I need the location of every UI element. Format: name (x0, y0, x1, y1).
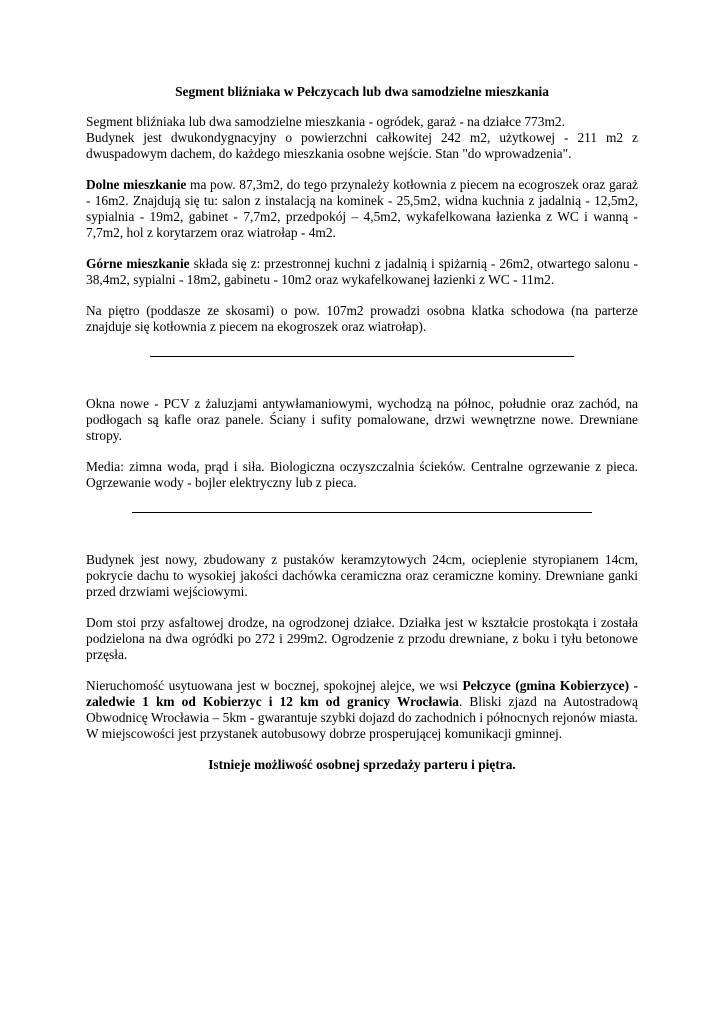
intro-line-1: Segment bliźniaka lub dwa samodzielne mieszkania - ogródek, garaż - na działce 773m2. (86, 114, 565, 129)
upper-apartment-label: Górne mieszkanie (86, 256, 190, 271)
lower-apartment-paragraph (86, 177, 638, 241)
floor-paragraph: Na piętro (poddasze ze skosami) o pow. 107m2 prowadzi osobna klatka schodowa (na parterze znajduje się kotłownia z piecem na ekogroszek oraz wiatrołap). (86, 303, 638, 334)
windows-paragraph: Okna nowe - PCV z żaluzjami antywłamaniowymi, wychodzą na północ, południe oraz zachód, na podłogach są kafle oraz panele. Ściany i sufity pomalowane, drzwi wewnętrzne nowe. Drewniane stropy. (86, 396, 638, 443)
lower-apartment-label: Dolne mieszkanie (86, 177, 187, 192)
document-title: Segment bliźniaka w Pełczycach lub dwa samodzielne mieszkania (175, 84, 549, 99)
upper-apartment-paragraph (86, 256, 638, 288)
separator-line (150, 356, 574, 357)
building-paragraph: Budynek jest nowy, zbudowany z pustaków keramzytowych 24cm, ocieplenie styropianem 14cm, pokrycie dachu to wysokiej jakości dachówka ceramiczna oraz ceramiczne kominy. Drewniane ganki przed drzwiami wejściowymi. (86, 552, 638, 599)
intro-paragraph (86, 114, 638, 162)
location-paragraph (86, 678, 638, 742)
document-page (86, 84, 638, 773)
location-text-bold: Pełczyce (gmina Kobierzyce) - zaledwie 1 km od Kobierzyc i 12 km od granicy Wrocławia (86, 678, 638, 709)
house-paragraph: Dom stoi przy asfaltowej drodze, na ogrodzonej działce. Działka jest w kształcie prostokąta i została podzielona na dwa ogródki po 272 i 299m2. Ogrodzenie z przodu drewniane, z boku i tyłu betonowe przęsła. (86, 615, 638, 662)
location-text-pre: Nieruchomość usytuowana jest w bocznej, spokojnej alejce, we wsi (86, 678, 463, 693)
location-text-post: . Bliski zjazd na Autostradową Obwodnicę Wrocławia – 5km - gwarantuje szybki dojazd do zachodnich i północnych rejonów miasta. W miejscowości jest przystanek autobusowy dobrze prosperującej komunikacji gminnej. (86, 694, 638, 741)
separator-line (132, 512, 592, 513)
upper-apartment-text: składa się z: przestronnej kuchni z jadalnią i spiżarnią - 26m2, otwartego salonu - 38,4m2, sypialni - 18m2, gabinetu - 10m2 oraz wykafelkowanej łazienki z WC - 11m2. (86, 256, 638, 287)
closing-statement: Istnieje możliwość osobnej sprzedaży parteru i piętra. (208, 757, 516, 772)
lower-apartment-text: ma pow. 87,3m2, do tego przynależy kotłownia z piecem na ecogroszek oraz garaż - 16m2. Znajdują się tu: salon z instalacją na kominek - 25,5m2, widna kuchnia z jadalnią - 12,5m2, sypialnia - 19m2, gabinet - 7,7m2, przedpokój – 4,5m2, wykafelkowana łazienka z WC i wanną - 7,7m2, hol z korytarzem oraz wiatrołap - 4m2. (86, 177, 638, 240)
media-paragraph: Media: zimna woda, prąd i siła. Biologiczna oczyszczalnia ścieków. Centralne ogrzewanie z pieca. Ogrzewanie wody - bojler elektryczny lub z pieca. (86, 459, 638, 490)
intro-line-2: Budynek jest dwukondygnacyjny o powierzchni całkowitej 242 m2, użytkowej - 211 m2 z dwuspadowym dachem, do każdego mieszkania osobne wejście. Stan "do wprowadzenia". (86, 130, 638, 161)
